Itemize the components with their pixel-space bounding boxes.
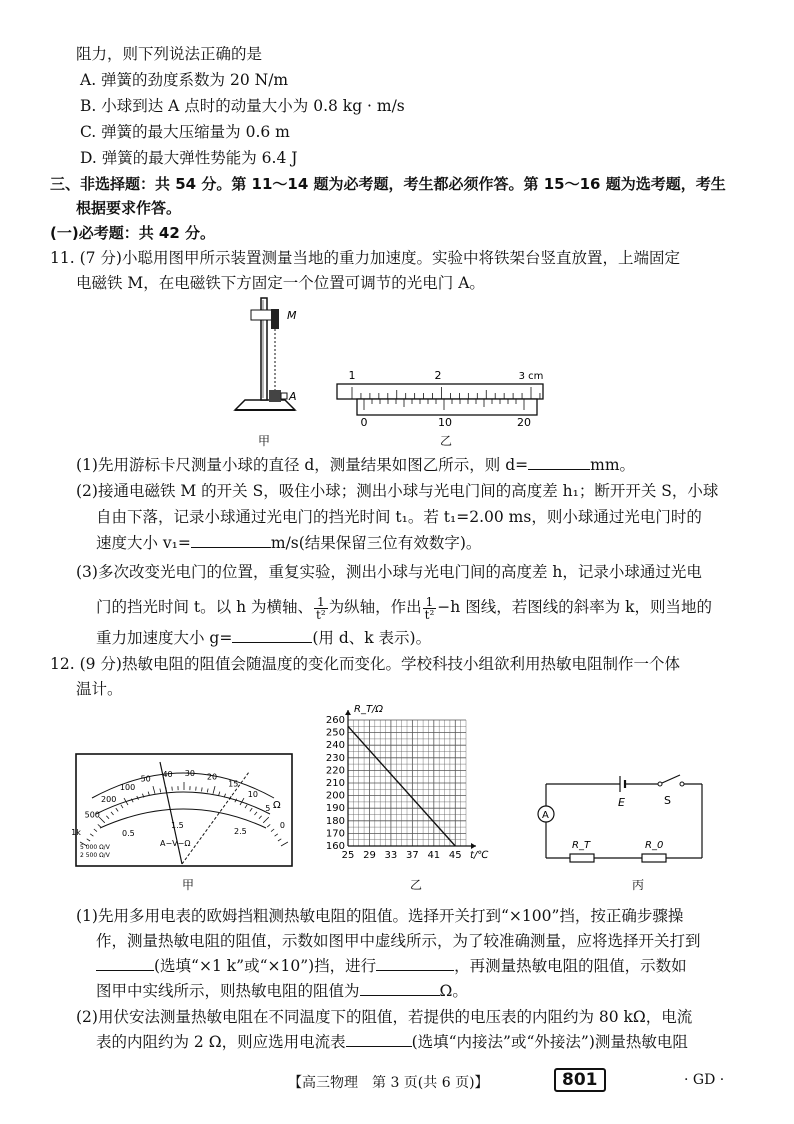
paper-code: 801 <box>554 1068 606 1092</box>
y-tick-label: 180 <box>325 815 345 827</box>
resistor-rt <box>570 854 594 862</box>
chart-x-ticks <box>342 850 462 861</box>
x-tick-label: 37 <box>405 850 419 861</box>
y-tick-label: 200 <box>325 790 345 802</box>
chart-xlabel: t/℃ <box>470 850 489 861</box>
chart-grid <box>348 720 466 846</box>
mark-1-5: 1.5 <box>171 821 184 830</box>
chart-axes <box>345 710 476 849</box>
label-s: S <box>664 794 671 807</box>
y-tick-label: 240 <box>325 740 345 752</box>
chart-y-ticks <box>326 715 345 852</box>
answer-blank[interactable] <box>528 455 590 470</box>
region-tag: · GD · <box>684 1072 725 1088</box>
label-e: E <box>618 796 625 809</box>
chart-ylabel: R_T/Ω <box>354 704 384 715</box>
q11-part2-l2: 自由下落，记录小球通过光电门的挡光时间 t₁。若 t₁=2.00 ms，则小球通过光电门时的 <box>96 508 702 526</box>
q12-line1: 12. (9 分)热敏电阻的阻值会随温度的变化而变化。学校科技小组欲利用热敏电阻制作一个体 <box>50 655 680 673</box>
answer-blank[interactable] <box>346 1032 412 1047</box>
q12-part2-l1: (2)用伏安法测量热敏电阻在不同温度下的阻值，若提供的电压表的内阻约为 80 kΩ，电流 <box>76 1008 693 1026</box>
q12-part1-l1: (1)先用多用电表的欧姆挡粗测热敏电阻的阻值。选择开关打到“×100”挡，按正确步骤操 <box>76 907 684 925</box>
caption-yi: 乙 <box>440 434 453 448</box>
label-r0: R_0 <box>645 840 664 851</box>
resistor-r0 <box>642 854 666 862</box>
ohm-scale-label: 10 <box>247 790 258 800</box>
q11-part3-l3: 重力加速度大小 g= (用 d、k 表示)。 <box>96 629 432 647</box>
q12-part1-l4: 图甲中实线所示，则热敏电阻的阻值为 Ω。 <box>96 982 468 1000</box>
answer-blank[interactable] <box>96 956 154 971</box>
note-5000: 5 000 Ω/V <box>80 844 110 851</box>
q11-part1: (1)先用游标卡尺测量小球的直径 d，测量结果如图乙所示，则 d= mm。 <box>76 456 636 474</box>
q11-part3-l2: 门的挡光时间 t。以 h 为横轴、 $\frac{1}{\text{t²}}$ 为纵轴，作出 $\frac{1}{\text{t²}}$ −h 图线，若图线的斜率为 k，则当地的 <box>96 594 713 622</box>
option-c: C. 弹簧的最大压缩量为 0.6 m <box>80 123 290 141</box>
x-tick-label: 29 <box>363 850 376 861</box>
caption-jia: 甲 <box>258 434 271 448</box>
required-heading: (一)必考题：共 42 分。 <box>50 224 216 242</box>
answer-blank[interactable] <box>376 956 454 971</box>
q11-figure-stand <box>225 292 315 440</box>
y-tick-label: 190 <box>325 803 345 815</box>
q12-chart <box>318 698 490 868</box>
q12-figure-circuit <box>530 770 710 870</box>
main-label-2: 2 <box>434 369 442 382</box>
page-footer: 【高三物理 第 3 页(共 6 页)】 <box>288 1075 489 1091</box>
answer-blank[interactable] <box>191 533 271 548</box>
answer-blank[interactable] <box>232 628 312 643</box>
caption-bing: 丙 <box>632 878 645 892</box>
caption-yi-12: 乙 <box>410 878 423 892</box>
q11-line1: 11. (7 分)小聪用图甲所示装置测量当地的重力加速度。实验中将铁架台竖直放置，上端固定 <box>50 249 680 267</box>
section-heading: 三、非选择题：共 54 分。第 11～14 题为必考题，考生都必须作答。第 15～16 题为选考题，考生 <box>50 175 726 193</box>
option-d: D. 弹簧的最大弹性势能为 6.4 J <box>80 149 298 167</box>
mark-0-5: 0.5 <box>122 829 135 838</box>
ohm-scale-label: 0 <box>279 820 286 830</box>
y-tick-label: 250 <box>325 727 345 739</box>
fraction: $\frac{1}{\text{t²}}$ <box>316 594 326 622</box>
q12-part1-l3: (选填“×1 k”或“×10”)挡，进行 ，再测量热敏电阻的阻值，示数如 <box>96 956 687 976</box>
y-tick-label: 230 <box>325 752 345 764</box>
ohm-scale-label: 30 <box>184 769 195 779</box>
y-tick-label: 260 <box>325 715 345 726</box>
ohm-scale-label: 5 <box>265 804 271 814</box>
note-2500: 2 500 Ω/V <box>80 852 110 859</box>
question-text: 阻力，则下列说法正确的是 <box>76 45 263 63</box>
q11-part2-l1: (2)接通电磁铁 M 的开关 S，吸住小球；测出小球与光电门间的高度差 h₁；断开开关 S，小球 <box>76 482 719 500</box>
ohm-scale-label: 500 <box>84 810 100 820</box>
q12-part1-l2: 作，测量热敏电阻的阻值，示数如图甲中虚线所示，为了较准确测量，应将选择开关打到 <box>96 932 701 950</box>
ohm-scale-label: 40 <box>162 769 173 779</box>
q12-line2: 温计。 <box>76 680 123 698</box>
q11-figure-vernier <box>335 368 550 430</box>
q11-line2: 电磁铁 M，在电磁铁下方固定一个位置可调节的光电门 A。 <box>76 274 485 292</box>
x-tick-label: 41 <box>427 850 441 861</box>
x-tick-label: 25 <box>341 850 355 861</box>
q12-figure-multimeter <box>71 752 296 870</box>
label-m: M <box>287 309 297 322</box>
x-axis-arrow <box>471 843 476 849</box>
y-tick-label: 220 <box>325 765 345 777</box>
option-b: B. 小球到达 A 点时的动量大小为 0.8 kg · m/s <box>80 97 405 115</box>
fraction: $\frac{1}{\text{t²}}$ <box>424 594 435 622</box>
ohm-unit: Ω <box>273 800 281 811</box>
vernier-label-20: 20 <box>517 416 531 429</box>
meter-center-label: A−V−Ω <box>160 839 191 848</box>
main-label-1: 1 <box>348 369 356 382</box>
label-rt: R_T <box>572 840 591 851</box>
x-tick-label: 45 <box>448 850 462 861</box>
ohm-scale-label: 50 <box>140 774 151 784</box>
ohm-scale-label: 1k <box>71 828 81 838</box>
label-ammeter: A <box>542 810 549 821</box>
y-tick-label: 170 <box>325 828 345 840</box>
switch-lever <box>662 775 680 783</box>
vernier-label-10: 10 <box>438 416 452 429</box>
ohm-scale-label: 200 <box>101 795 117 805</box>
y-tick-label: 160 <box>325 841 345 852</box>
q11-part3-l1: (3)多次改变光电门的位置，重复实验，测出小球与光电门间的高度差 h，记录小球通过光电 <box>76 563 702 581</box>
main-label-3: 3 cm <box>518 371 544 382</box>
caption-jia-12: 甲 <box>182 878 195 892</box>
q11-part2-l3: 速度大小 v₁= m/s(结果保留三位有效数字)。 <box>96 534 482 552</box>
option-a: A. 弹簧的劲度系数为 20 N/m <box>80 71 289 89</box>
ohm-scale-label: 20 <box>206 772 218 782</box>
mark-2-5: 2.5 <box>234 827 247 836</box>
vernier-label-0: 0 <box>360 416 368 429</box>
section-heading-cont: 根据要求作答。 <box>76 199 182 217</box>
answer-blank[interactable] <box>360 981 440 996</box>
q12-part2-l2: 表的内阻约为 2 Ω，则应选用电流表 (选填“内接法”或“外接法”)测量热敏电阻 <box>96 1033 688 1051</box>
ohm-scale-label: 15 <box>228 779 239 789</box>
y-axis-arrow <box>345 710 351 715</box>
ohm-scale-label: 100 <box>119 783 136 793</box>
label-a: A <box>289 390 297 403</box>
x-tick-label: 33 <box>384 850 398 861</box>
y-tick-label: 210 <box>325 778 345 789</box>
